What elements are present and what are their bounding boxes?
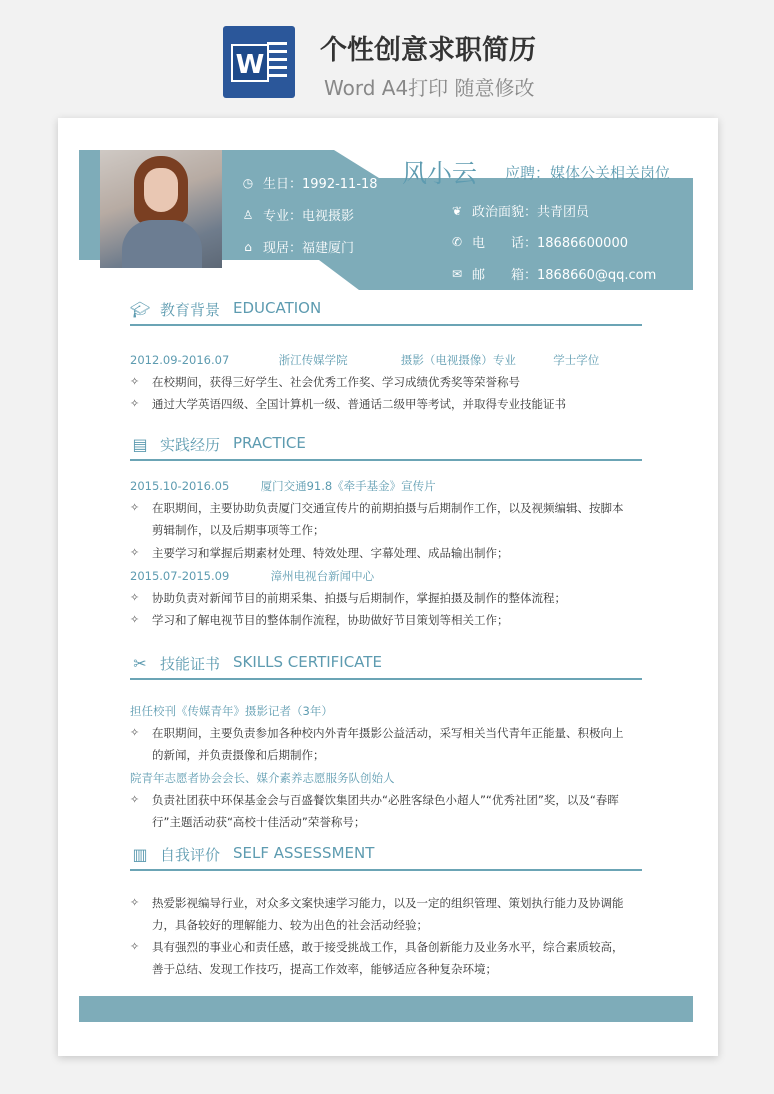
list-item: ✧ 学习和了解电视节目的整体制作流程，协助做好节目策划等相关工作； (130, 613, 509, 627)
politics-text: 政治面貌：共青团员 (472, 205, 590, 220)
education-degree: 学士学位 (553, 353, 600, 367)
practice-section-header (130, 431, 642, 461)
clipboard-icon: ▤ (132, 435, 148, 454)
phone-icon: ✆ (451, 234, 463, 249)
phone-row (450, 232, 628, 251)
birthday-row (241, 173, 378, 192)
mail-icon: ✉ (451, 266, 463, 281)
list-item: ✧ 负责社团获中环保基金会与百盛餐饮集团共办“必胜客绿色小超人”“优秀社团”奖，以及“春晖行”主题活动获“高校十佳活动”荣誉称号； (130, 793, 619, 829)
tools-icon: ✂ (133, 654, 147, 673)
practice-org: 厦门交通91.8《牵手基金》宣传片 (260, 479, 436, 493)
education-date: 2012.09-2016.07 (130, 353, 230, 367)
apply-position: 应聘：媒体公关相关岗位 (505, 164, 671, 182)
education-major: 摄影（电视摄像）专业 (400, 353, 516, 367)
book-icon: ▥ (132, 845, 148, 864)
education-title-cn: 教育背景 (160, 301, 221, 319)
list-item: ✧ 主要学习和掌握后期素材处理、特效处理、字幕处理、成品输出制作； (130, 546, 509, 560)
list-item: ✧ 协助负责对新闻节目的前期采集、拍摄与后期制作，掌握拍摄及制作的整体流程； (130, 591, 566, 605)
person-icon: ♙ (242, 207, 254, 222)
list-item: ✧ 通过大学英语四级、全国计算机一级、普通话二级甲等考试，并取得专业技能证书 (130, 397, 566, 411)
politics-row (450, 201, 589, 220)
skills-title-en: SKILLS CERTIFICATE (233, 653, 382, 671)
email-row (450, 264, 656, 283)
word-logo-letter: W (231, 44, 269, 82)
list-item: ✧ 热爱影视编导行业，对众多文案快速学习能力，以及一定的组织管理、策划执行能力及协调能力，具备较好的理解能力、较为出色的社会活动经验； (130, 896, 624, 932)
skills-entry-head: 院青年志愿者协会会长、媒介素养志愿服务队创始人 (130, 771, 395, 785)
practice-date: 2015.07-2015.09 (130, 569, 230, 583)
list-item: ✧ 在职期间，主要协助负责厦门交通宣传片的前期拍摄与后期制作工作，以及视频编辑、按脚本剪辑制作，以及后期事项等工作； (130, 501, 624, 537)
education-school: 浙江传媒学院 (278, 353, 348, 367)
education-entry-head (130, 352, 599, 368)
practice-title-en: PRACTICE (233, 434, 306, 452)
candidate-name: 风小云 (402, 159, 478, 188)
resume-page (58, 118, 718, 1056)
leaf-icon: ❦ (451, 203, 463, 218)
skills-entry-head: 担任校刊《传媒青年》摄影记者（3年） (130, 704, 333, 718)
practice-entry-head (130, 478, 436, 494)
self-title-en: SELF ASSESSMENT (233, 844, 375, 862)
residence-row (241, 237, 354, 256)
practice-entry-head (130, 568, 374, 584)
practice-org: 漳州电视台新闻中心 (270, 569, 375, 583)
home-icon: ⌂ (244, 239, 252, 254)
list-item: ✧ 在职期间，主要负责参加各种校内外青年摄影公益活动，采写相关当代青年正能量、积极向上的新闻，并负责摄像和后期制作； (130, 726, 624, 762)
list-item: ✧ 具有强烈的事业心和责任感，敢于接受挑战工作，具备创新能力及业务水平，综合素质较高，善于总结、发现工作技巧，提高工作效率，能够适应各种复杂环境； (130, 940, 624, 976)
email-text: 邮 箱：1868660@qq.com (472, 268, 657, 283)
skills-title-cn: 技能证书 (160, 655, 221, 673)
graduation-cap-icon: 🎓︎ (130, 300, 151, 319)
self-section-header (130, 841, 642, 871)
residence-text: 现居：福建厦门 (263, 241, 355, 256)
major-row (241, 205, 354, 224)
education-section-header (130, 296, 642, 326)
practice-title-cn: 实践经历 (160, 436, 221, 454)
word-logo-icon (223, 26, 295, 98)
skills-section-header (130, 650, 642, 680)
clock-icon: ◷ (242, 175, 254, 190)
profile-photo (100, 150, 222, 268)
banner-subtitle: Word A4打印 随意修改 (324, 76, 535, 100)
practice-date: 2015.10-2016.05 (130, 479, 230, 493)
major-text: 专业：电视摄影 (263, 209, 355, 224)
banner-title: 个性创意求职简历 (320, 35, 536, 66)
birthday-text: 生日：1992-11-18 (263, 177, 378, 192)
self-title-cn: 自我评价 (160, 846, 221, 864)
list-item: ✧ 在校期间，获得三好学生、社会优秀工作奖、学习成绩优秀奖等荣誉称号 (130, 375, 520, 389)
top-banner (0, 0, 774, 110)
education-title-en: EDUCATION (233, 299, 322, 317)
footer-bar (79, 996, 693, 1022)
phone-text: 电 话：18686600000 (472, 236, 628, 251)
